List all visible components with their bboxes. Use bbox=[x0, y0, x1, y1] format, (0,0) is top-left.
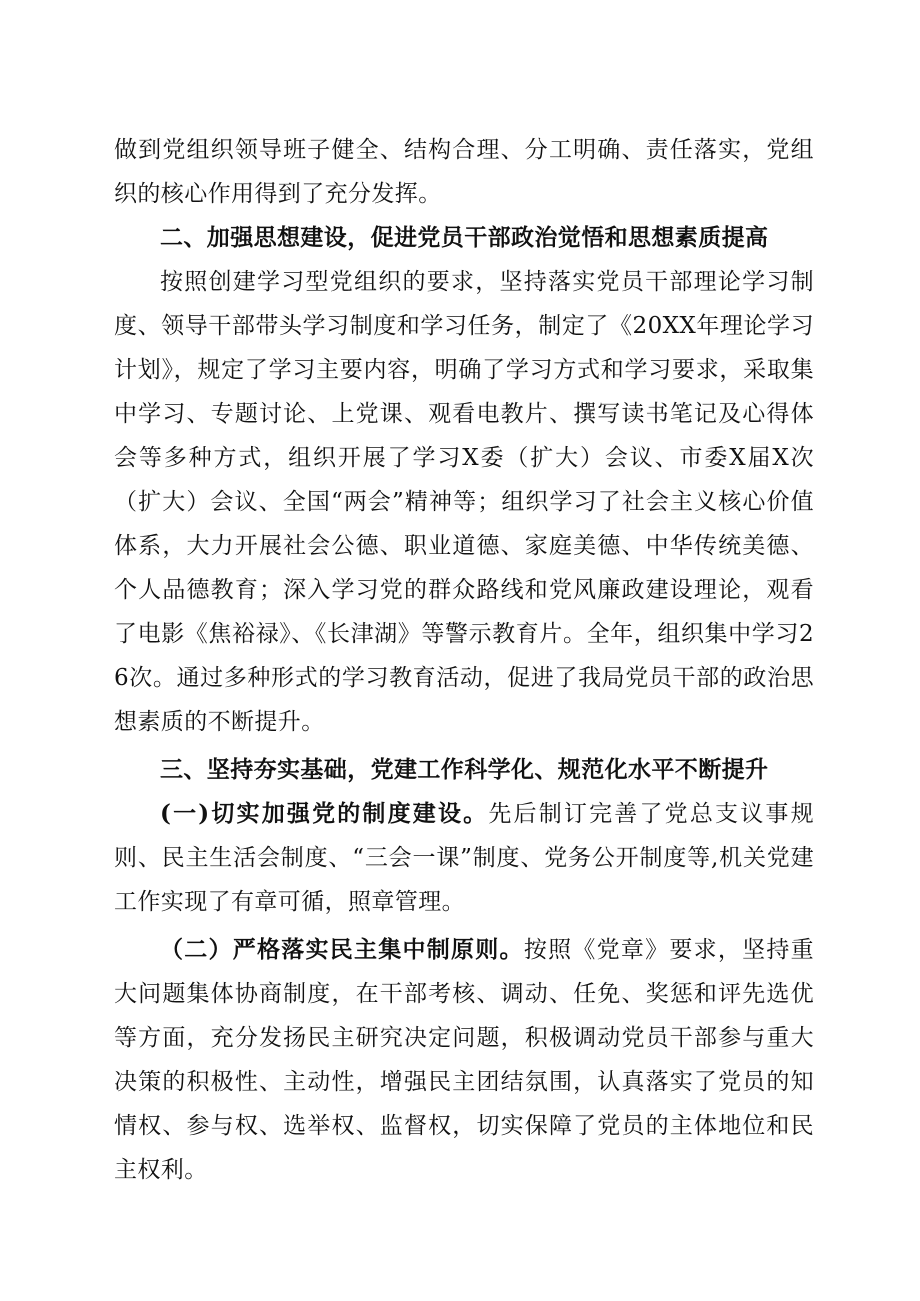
section-3-item-2-lead: （二）严格落实民主集中制原则。 bbox=[160, 936, 524, 963]
section-3-item-1-lead: (一)切实加强党的制度建设。 bbox=[160, 800, 489, 827]
section-3-item-2-body: 按照《党章》要求，坚持重大问题集体协商制度，在干部考核、调动、任免、奖惩和评先选优等方面，充分发扬民主研究决定问题，积极调动党员干部参与重大决策的积极性、主动性，增强民主团结氛围，认真落实了党员的知情权、参与权、选举权、监督权，切实保障了党员的主体地位和民主权利。 bbox=[114, 937, 814, 1183]
section-3-item-2-paragraph bbox=[114, 928, 814, 1192]
continuation-paragraph: 做到党组织领导班子健全、结构合理、分工明确、责任落实，党组织的核心作用得到了充分发挥。 bbox=[114, 137, 814, 207]
section-2-paragraph: 按照创建学习型党组织的要求，坚持落实党员干部理论学习制度、领导干部带头学习制度和学习任务，制定了《20XX年理论学习计划》，规定了学习主要内容，明确了学习方式和学习要求，采取集中学习、专题讨论、上党课、观看电教片、撰写读书笔记及心得体会等多种方式，组织开展了学习X委（扩大）会议、市委X届X次（扩大）会议、全国“两会”精神等；组织学习了社会主义核心价值体系，大力开展社会公德、职业道德、家庭美德、中华传统美德、个人品德教育；深入学习党的群众路线和党风廉政建设理论，观看了电影《焦裕禄》、《长津湖》等警示教育片。全年，组织集中学习26次。通过多种形式的学习教育活动，促进了我局党员干部的政治思想素质的不断提升。 bbox=[114, 269, 814, 735]
document-body bbox=[114, 128, 814, 1192]
section-3-heading: 三、坚持夯实基础，党建工作科学化、规范化水平不断提升 bbox=[160, 756, 769, 783]
section-2-heading: 二、加强思想建设，促进党员干部政治觉悟和思想素质提高 bbox=[160, 224, 769, 251]
section-3-item-1-paragraph bbox=[114, 792, 814, 924]
section-3-item-1-body: 先后制订完善了党总支议事规则、民主生活会制度、“三会一课”制度、党务公开制度等,机关党建工作实现了有章可循，照章管理。 bbox=[114, 801, 815, 915]
